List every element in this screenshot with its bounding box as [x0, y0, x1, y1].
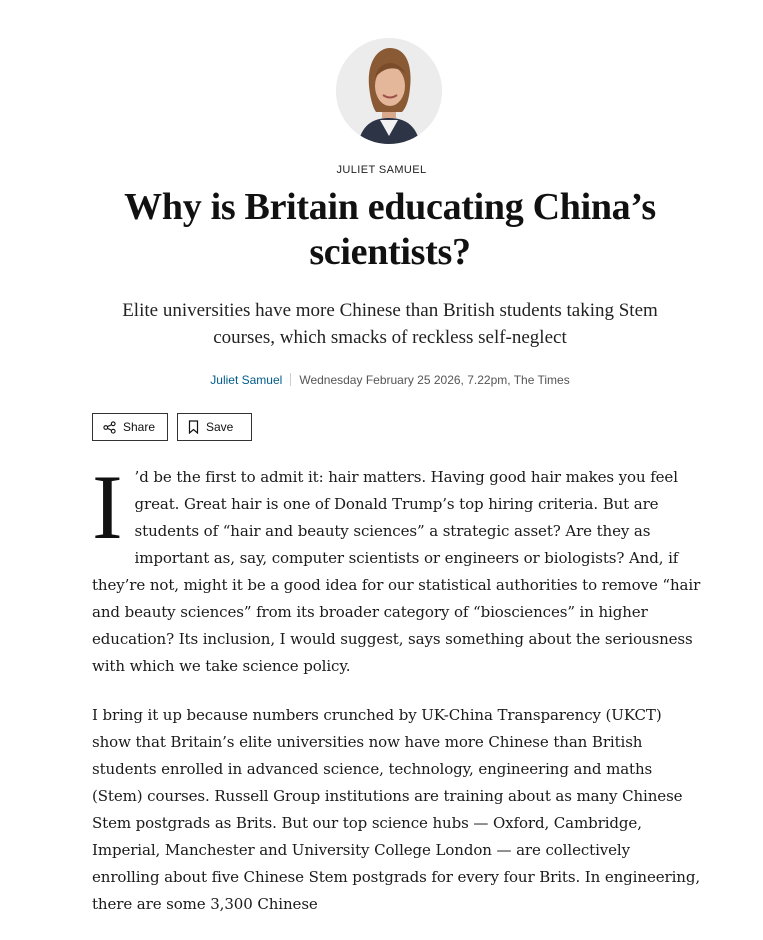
- author-portrait: [336, 38, 442, 144]
- save-label: Save: [206, 420, 234, 434]
- article-headline: Why is Britain educating China’s scientists?: [124, 186, 656, 273]
- share-label: Share: [123, 420, 156, 434]
- article-paragraph: [92, 456, 702, 680]
- paragraph-text: ’d be the first to admit it: hair matters. Having good hair makes you feel great. Great hair is one of Donald Trump’s top hiring criteria. But are students of “hair and beauty sciences” a strategic asset? Are they as important as, say, computer scientists or engineers or biologists? And, if they’re not, might it be a good idea for our statistical authorities to remove “hair and beauty sciences” from its broader category of “biosciences” in higher education? Its inclusion, I would suggest, says something about the seriousness with which we take science policy.: [92, 468, 701, 675]
- bookmark-icon: [188, 420, 199, 434]
- share-icon: [103, 421, 116, 434]
- article-meta: [0, 373, 763, 387]
- share-button[interactable]: [92, 413, 168, 441]
- article-body: [92, 456, 702, 940]
- article-standfirst: Elite universities have more Chinese than British students taking Stem courses, which smacks of reckless self-neglect: [122, 300, 658, 348]
- author-avatar: [336, 38, 442, 144]
- drop-cap: I: [92, 456, 123, 558]
- author-link[interactable]: Juliet Samuel: [210, 373, 283, 387]
- meta-divider: [290, 373, 291, 386]
- author-kicker[interactable]: JULIET SAMUEL: [336, 164, 427, 176]
- save-button[interactable]: [177, 413, 252, 441]
- article-paragraph: I bring it up because numbers crunched by UK-China Transparency (UKCT) show that Britain’s elite universities now have more Chinese than British students enrolled in advanced science, technology, engineering and maths (Stem) courses. Russell Group institutions are training about as many Chinese Stem postgrads as Brits. But our top science hubs — Oxford, Cambridge, Imperial, Manchester and University College London — are collectively enrolling about five Chinese Stem postgrads for every four Brits. In engineering, there are some 3,300 Chinese: [92, 706, 700, 913]
- article-dateline: Wednesday February 25 2026, 7.22pm, The Times: [299, 373, 570, 387]
